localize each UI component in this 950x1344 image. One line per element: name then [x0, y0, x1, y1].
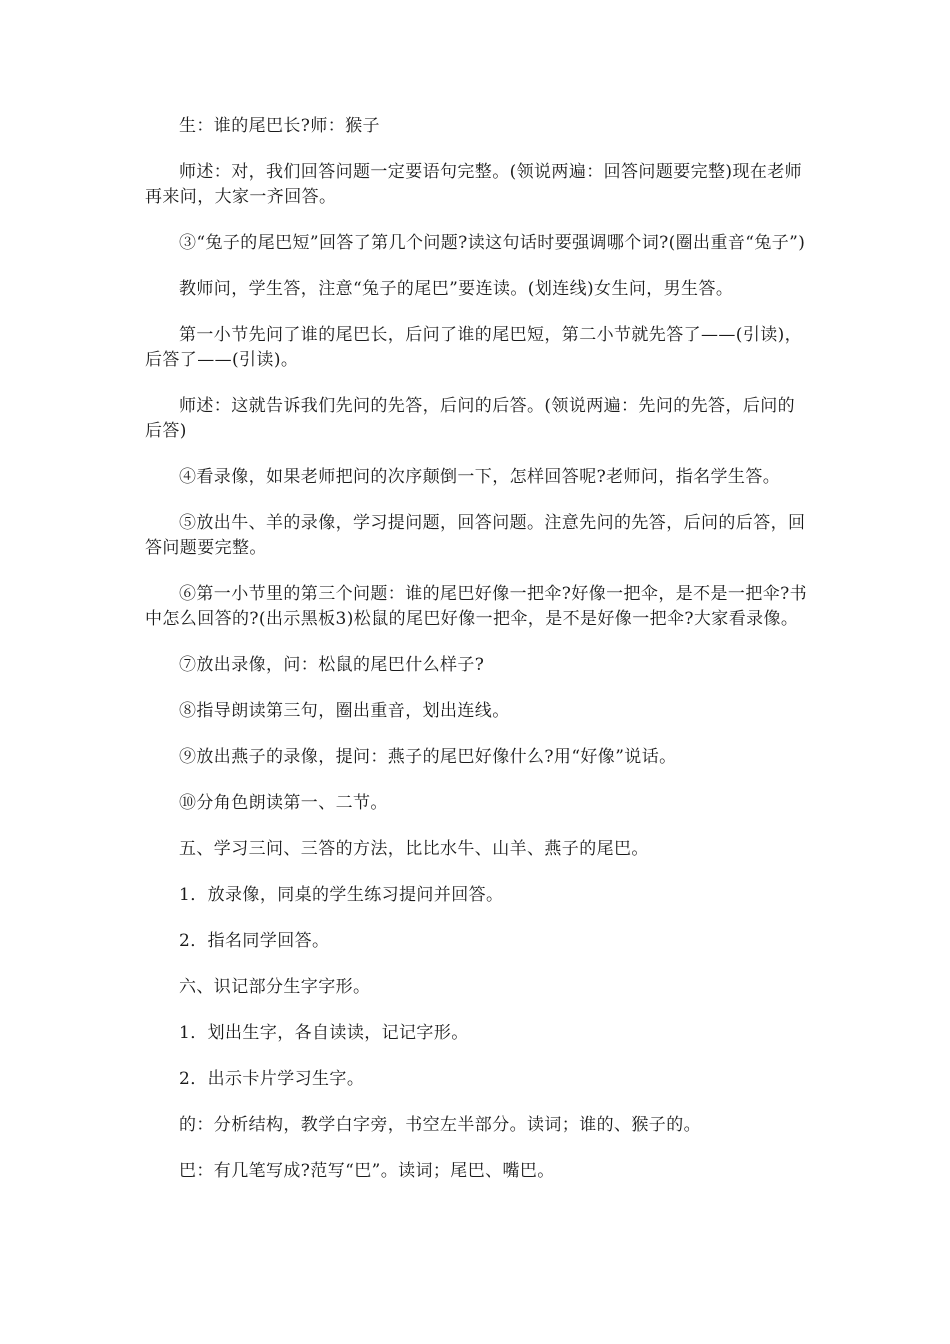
paragraph: 生：谁的尾巴长?师：猴子 [179, 116, 380, 136]
list-item: 2．出示卡片学习生字。 [179, 1069, 365, 1089]
paragraph: ⑧指导朗读第三句，圈出重音，划出连线。 [179, 701, 510, 721]
paragraph: 巴：有几笔写成?范写“巴”。读词；尾巴、嘴巴。 [179, 1161, 555, 1181]
section-heading: 五、学习三问、三答的方法，比比水牛、山羊、燕子的尾巴。 [179, 839, 649, 859]
section-heading: 六、识记部分生字字形。 [179, 977, 371, 997]
paragraph: ⑩分角色朗读第一、二节。 [179, 793, 388, 813]
paragraph: ⑦放出录像，问：松鼠的尾巴什么样子? [179, 655, 485, 675]
paragraph: 师述：这就告诉我们先问的先答，后问的后答。(领说两遍：先问的先答，后问的后答) [145, 396, 796, 441]
paragraph: 师述：对，我们回答问题一定要语句完整。(领说两遍：回答问题要完整)现在老师再来问，大家一齐回答。 [145, 162, 803, 207]
paragraph: ⑨放出燕子的录像，提问：燕子的尾巴好像什么?用“好像”说话。 [179, 747, 677, 767]
paragraph: 的：分析结构，教学白字旁，书空左半部分。读词；谁的、猴子的。 [179, 1115, 701, 1135]
paragraph: ⑥第一小节里的第三个问题：谁的尾巴好像一把伞?好像一把伞，是不是一把伞?书中怎么回答的?(出示黑板3)松鼠的尾巴好像一把伞，是不是好像一把伞?大家看录像。 [145, 584, 808, 629]
paragraph: 第一小节先问了谁的尾巴长，后问了谁的尾巴短，第二小节就先答了——(引读)，后答了——(引读)。 [145, 325, 803, 370]
list-item: 1．划出生字，各自读读，记记字形。 [179, 1023, 469, 1043]
list-item: 1．放录像，同桌的学生练习提问并回答。 [179, 885, 504, 905]
paragraph: ③“兔子的尾巴短”回答了第几个问题?读这句话时要强调哪个词?(圈出重音“兔子”) [179, 233, 806, 253]
paragraph: 教师问，学生答，注意“兔子的尾巴”要连读。(划连线)女生问，男生答。 [179, 279, 734, 299]
paragraph: ⑤放出牛、羊的录像，学习提问题，回答问题。注意先问的先答，后问的后答，回答问题要完整。 [145, 513, 806, 558]
paragraph: ④看录像，如果老师把问的次序颠倒一下，怎样回答呢?老师问，指名学生答。 [179, 467, 781, 487]
list-item: 2．指名同学回答。 [179, 931, 330, 951]
